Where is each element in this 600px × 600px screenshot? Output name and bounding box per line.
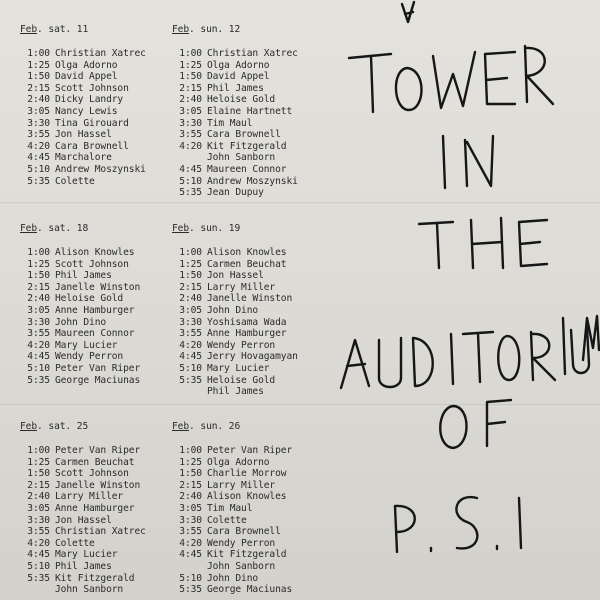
slot-time: 2:15 [27, 82, 50, 94]
slot-time: 5:35 [179, 187, 202, 199]
performer-name: Peter Van Riper [55, 362, 141, 374]
performer-name: Christian Xatrec [55, 48, 146, 59]
day-header: Feb. sat. 11 [20, 24, 89, 35]
slot-time: 3:05 [179, 502, 202, 514]
slot-time: 1:25 [27, 258, 50, 270]
performer-name: Larry Miller [55, 491, 124, 503]
performer-name: Phil James [55, 270, 112, 282]
slot-time: 5:10 [179, 175, 202, 187]
day-month: Feb [20, 421, 38, 432]
performer-name: Janelle Winston [55, 281, 141, 293]
performer-name: Tim Maul [207, 117, 253, 129]
schedule-row [172, 118, 362, 130]
schedule-row [172, 164, 362, 176]
slot-time: 3:05 [27, 502, 50, 514]
slot-time: 5:10 [27, 163, 50, 175]
performer-name: John Sanborn [207, 560, 276, 572]
slot-time: 4:20 [27, 140, 50, 152]
schedule-row [172, 129, 362, 141]
slot-time: 5:35 [179, 374, 202, 386]
schedule-row [172, 445, 362, 457]
slot-time: 4:45 [27, 549, 50, 561]
day-month: Feb [20, 24, 38, 35]
schedule-row [172, 83, 362, 95]
slot-time: 2:15 [179, 281, 202, 293]
schedule-row [172, 480, 362, 492]
schedule-row [172, 468, 362, 480]
slot-time: 5:35 [179, 584, 202, 596]
performer-name: Larry Miller [207, 281, 276, 293]
performer-name: Anne Hamburger [207, 328, 287, 340]
slot-time: 1:00 [27, 48, 50, 59]
schedule-row [172, 60, 362, 72]
slot-time: 3:30 [179, 316, 202, 328]
schedule-day [172, 223, 362, 398]
slot-time: 1:25 [27, 456, 50, 468]
day-month: Feb [172, 421, 190, 432]
schedule-row [172, 152, 362, 164]
slot-time: 4:45 [27, 351, 50, 363]
schedule-row [172, 340, 362, 352]
performer-name: Scott Johnson [55, 82, 129, 94]
slot-time: 5:35 [27, 572, 50, 584]
performer-name: Anne Hamburger [55, 502, 135, 514]
performer-name: Peter Van Riper [207, 445, 293, 456]
performer-name: Mary Lucier [55, 339, 118, 351]
performer-name: George Maciunas [55, 374, 141, 386]
performer-name: Colette [55, 175, 95, 187]
slot-time: 3:30 [179, 514, 202, 526]
performer-name: Tina Girouard [55, 117, 129, 129]
performer-name: Cara Brownell [207, 526, 281, 538]
performer-name: Peter Van Riper [55, 445, 141, 456]
slot-time: 3:30 [27, 117, 50, 129]
schedule-row [172, 328, 362, 340]
slot-time: 4:20 [179, 537, 202, 549]
day-label: sun. 26 [200, 421, 241, 432]
slot-time: 1:50 [179, 270, 202, 282]
slot-time [20, 584, 55, 596]
slot-time: 4:20 [27, 339, 50, 351]
slot-time: 3:05 [27, 304, 50, 316]
performer-name: Mary Lucier [55, 549, 118, 561]
performer-name: Alison Knowles [207, 247, 287, 258]
slot-time: 3:05 [179, 304, 202, 316]
day-header: Feb. sun. 12 [172, 24, 241, 35]
schedule-row [172, 503, 362, 515]
slot-time: 3:05 [179, 105, 202, 117]
slot-time [172, 386, 207, 398]
schedule-row [172, 187, 362, 199]
slot-time: 4:45 [179, 163, 202, 175]
slot-time: 1:50 [27, 468, 50, 480]
performer-name: Elaine Hartnett [207, 105, 293, 117]
day-label: sat. 18 [48, 223, 89, 234]
performer-name: Phil James [55, 560, 112, 572]
slot-time: 3:05 [27, 105, 50, 117]
slot-time: 2:15 [179, 82, 202, 94]
slot-time: 2:15 [179, 479, 202, 491]
performer-name: Andrew Moszynski [207, 175, 298, 187]
performer-name: Kit Fitzgerald [207, 140, 287, 152]
performer-name: Jon Hassel [55, 129, 112, 141]
schedule-row [172, 538, 362, 550]
performer-name: Larry Miller [207, 479, 276, 491]
header-gap [172, 36, 362, 48]
performer-name: Phil James [207, 386, 264, 398]
slot-time: 3:55 [27, 129, 50, 141]
schedule-row [172, 106, 362, 118]
performer-name: Cara Brownell [55, 140, 129, 152]
slot-time: 3:30 [179, 117, 202, 129]
day-month: Feb [20, 223, 38, 234]
schedule-row [172, 317, 362, 329]
slot-time: 1:00 [27, 445, 50, 456]
slot-time: 1:00 [27, 247, 50, 258]
schedule-row [172, 282, 362, 294]
slot-time: 3:55 [179, 526, 202, 538]
schedule-row [172, 305, 362, 317]
performer-name: Cara Brownell [207, 129, 281, 141]
slot-time: 1:50 [179, 71, 202, 83]
performer-name: Jean Dupuy [207, 187, 264, 199]
performer-name: John Sanborn [207, 152, 276, 164]
performer-name: John Sanborn [55, 584, 124, 596]
day-month: Feb [172, 223, 190, 234]
header-gap [172, 235, 362, 247]
performer-name: Olga Adorno [55, 59, 118, 71]
slot-time: 5:35 [27, 175, 50, 187]
slot-time: 2:15 [27, 479, 50, 491]
slot-time: 1:25 [179, 456, 202, 468]
schedule-row [172, 94, 362, 106]
performer-name: Mary Lucier [207, 362, 270, 374]
slot-time: 4:45 [179, 549, 202, 561]
slot-time: 2:40 [27, 94, 50, 106]
performer-name: Olga Adorno [207, 59, 270, 71]
day-label: sat. 11 [48, 24, 89, 35]
slot-time: 5:10 [179, 362, 202, 374]
schedule-day [172, 24, 362, 199]
performer-name: Dicky Landry [55, 94, 124, 106]
schedule-row [172, 176, 362, 188]
schedule-row [172, 491, 362, 503]
handwritten-title-drawing [335, 0, 600, 600]
performer-name: Heloise Gold [55, 293, 124, 305]
slot-time: 2:40 [179, 293, 202, 305]
day-header: Feb. sun. 19 [172, 223, 241, 234]
performer-name: Wendy Perron [207, 339, 276, 351]
performer-name: Kit Fitzgerald [207, 549, 287, 561]
performer-name: Maureen Connor [55, 328, 135, 340]
performer-name: Kit Fitzgerald [55, 572, 135, 584]
performer-name: Janelle Winston [207, 293, 293, 305]
performer-name: Charlie Morrow [207, 468, 287, 480]
schedule-day [172, 421, 362, 596]
performer-name: Scott Johnson [55, 258, 129, 270]
schedule-row [172, 363, 362, 375]
performer-name: Carmen Beuchat [207, 258, 287, 270]
schedule-row [172, 457, 362, 469]
schedule-row [172, 386, 362, 398]
slot-time: 2:15 [27, 281, 50, 293]
performer-name: Carmen Beuchat [55, 456, 135, 468]
performer-name: Jon Hassel [207, 270, 264, 282]
day-header: Feb. sat. 18 [20, 223, 89, 234]
day-header: Feb. sat. 25 [20, 421, 89, 432]
schedule-row [172, 375, 362, 387]
slot-time: 1:50 [27, 71, 50, 83]
slot-time: 2:40 [179, 491, 202, 503]
performer-name: Scott Johnson [55, 468, 129, 480]
performer-name: Christian Xatrec [55, 526, 146, 538]
slot-time: 1:50 [179, 468, 202, 480]
slot-time: 4:20 [27, 537, 50, 549]
performer-name: Alison Knowles [207, 491, 287, 503]
slot-time: 3:55 [179, 129, 202, 141]
performer-name: Marchalore [55, 152, 112, 164]
slot-time: 3:55 [27, 526, 50, 538]
header-gap [172, 433, 362, 445]
slot-time: 4:20 [179, 339, 202, 351]
slot-time: 1:25 [27, 59, 50, 71]
performer-name: Jerry Hovagamyan [207, 351, 298, 363]
slot-time: 3:55 [27, 328, 50, 340]
day-label: sat. 25 [48, 421, 89, 432]
performer-name: Jon Hassel [55, 514, 112, 526]
schedule-row [172, 561, 362, 573]
performer-name: Wendy Perron [55, 351, 124, 363]
day-label: sun. 12 [200, 24, 241, 35]
slot-time: 4:45 [179, 351, 202, 363]
slot-time: 1:25 [179, 258, 202, 270]
performer-name: Anne Hamburger [55, 304, 135, 316]
day-month: Feb [172, 24, 190, 35]
performer-name: Christian Xatrec [207, 48, 298, 59]
slot-time: 1:50 [27, 270, 50, 282]
schedule-row [172, 573, 362, 585]
schedule-row [172, 247, 362, 259]
handwritten-title [335, 0, 600, 600]
performer-name: Janelle Winston [55, 479, 141, 491]
performer-name: Yoshisama Wada [207, 316, 287, 328]
performer-name: Alison Knowles [55, 247, 135, 258]
schedule-row [172, 293, 362, 305]
slot-time: 1:00 [179, 48, 202, 59]
performer-name: David Appel [207, 71, 270, 83]
schedule-row [172, 48, 362, 60]
schedule-row [172, 259, 362, 271]
slot-time: 2:40 [27, 293, 50, 305]
schedule-row [172, 141, 362, 153]
performer-name: John Dino [207, 304, 259, 316]
performer-name: Andrew Moszynski [55, 163, 146, 175]
performer-name: Phil James [207, 82, 264, 94]
performer-name: Nancy Lewis [55, 105, 118, 117]
schedule-row [172, 515, 362, 527]
slot-time: 2:40 [179, 94, 202, 106]
performer-name: Wendy Perron [207, 537, 276, 549]
slot-time [172, 152, 207, 164]
slot-time: 4:20 [179, 140, 202, 152]
slot-time: 2:40 [27, 491, 50, 503]
slot-time: 5:10 [179, 572, 202, 584]
day-label: sun. 19 [200, 223, 241, 234]
performer-name: Tim Maul [207, 502, 253, 514]
schedule-row [172, 584, 362, 596]
slot-time: 1:00 [179, 445, 202, 456]
schedule-row [172, 351, 362, 363]
performer-name: Heloise Gold [207, 374, 276, 386]
schedule-row [172, 526, 362, 538]
performer-name: Maureen Connor [207, 163, 287, 175]
schedule-row [172, 71, 362, 83]
slot-time: 5:10 [27, 362, 50, 374]
slot-time: 1:25 [179, 59, 202, 71]
performer-name: George Maciunas [207, 584, 293, 596]
slot-time: 1:00 [179, 247, 202, 258]
schedule-row [172, 549, 362, 561]
day-header: Feb. sun. 26 [172, 421, 241, 432]
performer-name: Colette [55, 537, 95, 549]
slot-time: 3:30 [27, 316, 50, 328]
performer-name: John Dino [207, 572, 259, 584]
schedule-row [172, 270, 362, 282]
performer-name: Heloise Gold [207, 94, 276, 106]
performer-name: John Dino [55, 316, 107, 328]
performer-name: Colette [207, 514, 247, 526]
slot-time: 5:10 [27, 560, 50, 572]
performer-name: David Appel [55, 71, 118, 83]
slot-time: 4:45 [27, 152, 50, 164]
slot-time: 3:55 [179, 328, 202, 340]
slot-time: 3:30 [27, 514, 50, 526]
performer-name: Olga Adorno [207, 456, 270, 468]
slot-time: 5:35 [27, 374, 50, 386]
slot-time [172, 561, 207, 573]
